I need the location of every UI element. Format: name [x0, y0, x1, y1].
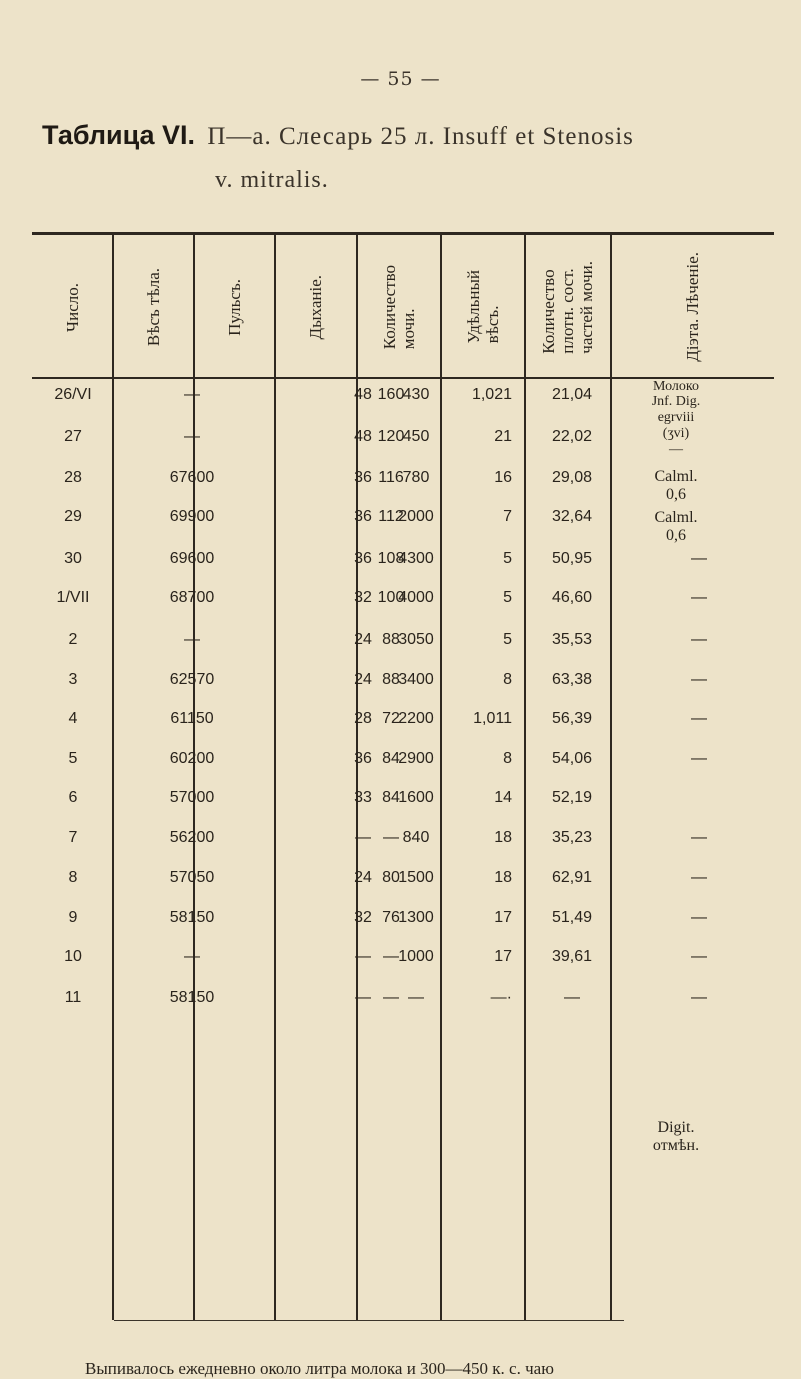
table-cell: 57050 — [169, 869, 215, 886]
table-cell: 1,011 — [473, 710, 512, 727]
table-cell: 46,60 — [551, 589, 593, 606]
table-subtitle: v. mitralis. — [215, 167, 329, 193]
table-cell: 2 — [68, 631, 78, 648]
table-cell: 68700 — [169, 589, 215, 606]
table-cell: 24 — [354, 671, 372, 688]
table-cell: 50,95 — [551, 550, 593, 567]
table-row — [32, 463, 774, 493]
table-row — [32, 380, 774, 410]
column-header-respiration: Дыханіе. — [306, 274, 325, 340]
table-title-rest: П—а. Слесарь 25 л. Insuff et Stenosis — [207, 123, 634, 150]
table-cell: — — [691, 750, 707, 767]
column-header-body-weight: Вѣсъ тѣла. — [143, 267, 163, 347]
table-cell: 29 — [64, 508, 82, 525]
table-cell — [607, 502, 791, 532]
table-row — [32, 704, 774, 734]
table-cell: 48 — [354, 428, 372, 445]
table-cell: 11 — [64, 989, 82, 1006]
column-header-specific-gravity: Удѣльный вѣсъ. — [463, 270, 502, 344]
table-row — [32, 583, 774, 613]
table-cell: 116 — [378, 469, 404, 486]
table-row — [32, 544, 774, 574]
table-cell: 108 — [377, 550, 405, 567]
table-cell: —· — [490, 989, 512, 1006]
table-cell: — — [564, 989, 580, 1006]
table-cell: 100 — [377, 589, 405, 606]
table-cell: 1,021 — [471, 386, 512, 403]
table-cell: 9 — [68, 909, 78, 926]
table-cell: 35,23 — [551, 829, 593, 846]
table-cell: 69900 — [169, 508, 215, 525]
page-number: — 55 — — [360, 68, 441, 90]
table-cell: — — [184, 386, 200, 403]
table-cell: 32,64 — [551, 508, 593, 525]
table-cell: 780 — [402, 469, 430, 486]
table-cell: 69600 — [169, 550, 215, 567]
table-cell: — — [184, 948, 200, 965]
table-cell: 39,61 — [551, 948, 593, 965]
table-cell: — — [383, 829, 399, 846]
table-cell: 430 — [402, 386, 430, 403]
table-cell: 16 — [494, 469, 512, 486]
table-row — [32, 665, 774, 695]
table-cell: — — [691, 948, 707, 965]
table-cell: — — [691, 710, 707, 727]
table-row — [32, 942, 774, 972]
table-title — [42, 120, 634, 151]
column-header-urine-volume: Количество мочи. — [379, 264, 418, 350]
table-cell: — — [691, 869, 707, 886]
table-cell: — — [184, 428, 200, 445]
table-cell — [607, 783, 791, 813]
diet-note: — — [669, 442, 683, 457]
table-cell: 28 — [354, 710, 372, 727]
table-cell: — — [355, 948, 371, 965]
diet-note: Digit. — [657, 1119, 695, 1136]
table-cell: 4000 — [398, 589, 434, 606]
table-row — [32, 903, 774, 933]
diet-note: Jnf. Dig. — [651, 394, 701, 409]
column-header-diet-treatment: Діэта. Лѣченіе. — [683, 252, 702, 362]
table-cell: 4 — [68, 710, 78, 727]
table-cell: 18 — [494, 869, 512, 886]
table-cell: 6 — [68, 789, 78, 806]
table-cell: 28 — [64, 469, 82, 486]
table-row — [32, 863, 774, 893]
column-header-urine-solids: Количество плотн. сост. частей мочи. — [539, 260, 596, 354]
table-cell: 22,02 — [551, 428, 593, 445]
table-cell: 62570 — [169, 671, 215, 688]
diet-note: 0,6 — [666, 486, 686, 503]
table-cell: 1600 — [398, 789, 434, 806]
table-cell: — — [355, 989, 371, 1006]
table-cell: — — [691, 550, 707, 567]
table-cell: 26/VI — [54, 386, 92, 403]
table-cell: 32 — [354, 589, 372, 606]
table-row — [32, 983, 774, 1013]
table-cell: 80 — [382, 869, 400, 886]
table-cell: 54,06 — [551, 750, 593, 767]
table-cell: 5 — [503, 631, 512, 648]
table-cell: 36 — [354, 508, 372, 525]
table-cell: 2200 — [398, 710, 434, 727]
table-cell: 24 — [354, 869, 372, 886]
table-cell: 1000 — [398, 948, 434, 965]
table-cell: 72 — [382, 710, 400, 727]
table-cell — [607, 422, 791, 452]
table-cell: 3 — [68, 671, 78, 688]
table-cell: 21 — [494, 428, 512, 445]
table-cell: — — [691, 989, 707, 1006]
table-cell: — — [383, 948, 399, 965]
footnote: Выпивалось ежедневно около литра молока и 300—450 к. с. чаю — [85, 1359, 554, 1378]
table-cell: 1500 — [398, 869, 434, 886]
table-cell: 51,49 — [551, 909, 593, 926]
table-cell: — — [184, 631, 200, 648]
table-cell: 36 — [354, 750, 372, 767]
table-cell: 18 — [494, 829, 512, 846]
table-cell: 58150 — [169, 909, 215, 926]
table-cell: 35,53 — [551, 631, 593, 648]
table-cell: — — [383, 989, 399, 1006]
table-cell: 17 — [494, 909, 512, 926]
table-cell: 88 — [382, 631, 400, 648]
table-top-rule — [32, 232, 774, 235]
table-cell: 450 — [402, 428, 430, 445]
table-cell: 84 — [382, 789, 400, 806]
column-header-date: Число. — [62, 282, 82, 332]
table-row — [32, 823, 774, 853]
table-cell: 27 — [64, 428, 82, 445]
table-cell: 60200 — [169, 750, 215, 767]
table-cell: 8 — [503, 671, 512, 688]
table-cell: 32 — [354, 909, 372, 926]
column-header-pulse: Пульсъ. — [224, 278, 244, 336]
table-cell: 14 — [494, 789, 512, 806]
table-cell: 3050 — [398, 631, 434, 648]
diet-note: egrviii — [657, 410, 695, 425]
table-cell: 61150 — [170, 710, 214, 727]
table-row — [32, 422, 774, 452]
table-cell: 5 — [503, 589, 512, 606]
table-cell: — — [355, 829, 371, 846]
table-cell: — — [691, 829, 707, 846]
table-cell: 24 — [354, 631, 372, 648]
table-cell: 1/VII — [56, 589, 90, 606]
table-row — [32, 783, 774, 813]
table-cell: 63,38 — [551, 671, 593, 688]
table-cell: 1300 — [398, 909, 434, 926]
table-cell: — — [691, 631, 707, 648]
table-cell: 4300 — [398, 550, 434, 567]
table-cell: 33 — [354, 789, 372, 806]
table-cell: 57000 — [169, 789, 215, 806]
table-cell: 88 — [382, 671, 400, 688]
table-cell: — — [691, 589, 707, 606]
table-cell: 48 — [354, 386, 372, 403]
table-cell: 84 — [382, 750, 400, 767]
table-cell: 56200 — [169, 829, 215, 846]
table-cell: 112 — [378, 508, 404, 525]
table-cell: — — [691, 909, 707, 926]
table-cell: 160 — [377, 386, 405, 403]
diet-note: (ʒvi) — [662, 426, 690, 441]
table-cell: 30 — [64, 550, 82, 567]
table-cell: 840 — [402, 829, 430, 846]
table-cell: 52,19 — [551, 789, 593, 806]
table-cell: 21,04 — [551, 386, 593, 403]
table-row — [32, 744, 774, 774]
table-cell: — — [408, 989, 424, 1006]
table-cell — [607, 380, 791, 410]
table-cell: 7 — [68, 829, 78, 846]
table-cell: 36 — [354, 550, 372, 567]
table-bottom-rule — [114, 1320, 624, 1321]
table-cell: 17 — [494, 948, 512, 965]
diet-note: Молоко — [653, 379, 699, 394]
table-cell: 8 — [503, 750, 512, 767]
table-cell: 62,91 — [551, 869, 593, 886]
table-cell: 2900 — [398, 750, 434, 767]
table-cell: 56,39 — [551, 710, 593, 727]
table-cell: 8 — [68, 869, 78, 886]
table-row — [32, 502, 774, 532]
table-cell: 58150 — [169, 989, 215, 1006]
table-cell: 3400 — [398, 671, 434, 688]
table-cell: 5 — [68, 750, 78, 767]
table-cell: 5 — [503, 550, 512, 567]
diet-note: 0,6 — [666, 527, 686, 544]
diet-note: Calml. — [654, 509, 698, 526]
table-cell: 29,08 — [551, 469, 593, 486]
table-cell: 2000 — [398, 508, 434, 525]
table-cell — [607, 463, 791, 493]
diet-note: Calml. — [654, 468, 698, 485]
table-title-head: Таблица VI. — [42, 120, 196, 150]
table-cell: — — [691, 671, 707, 688]
table-cell: 76 — [382, 909, 400, 926]
diet-note: отмѣн. — [652, 1137, 700, 1154]
table-cell: 120 — [377, 428, 405, 445]
table-cell: 67600 — [169, 469, 215, 486]
table-row — [32, 625, 774, 655]
data-table — [32, 232, 774, 1354]
table-cell: 7 — [503, 508, 512, 525]
table-cell: 36 — [354, 469, 372, 486]
table-cell: 10 — [64, 948, 82, 965]
